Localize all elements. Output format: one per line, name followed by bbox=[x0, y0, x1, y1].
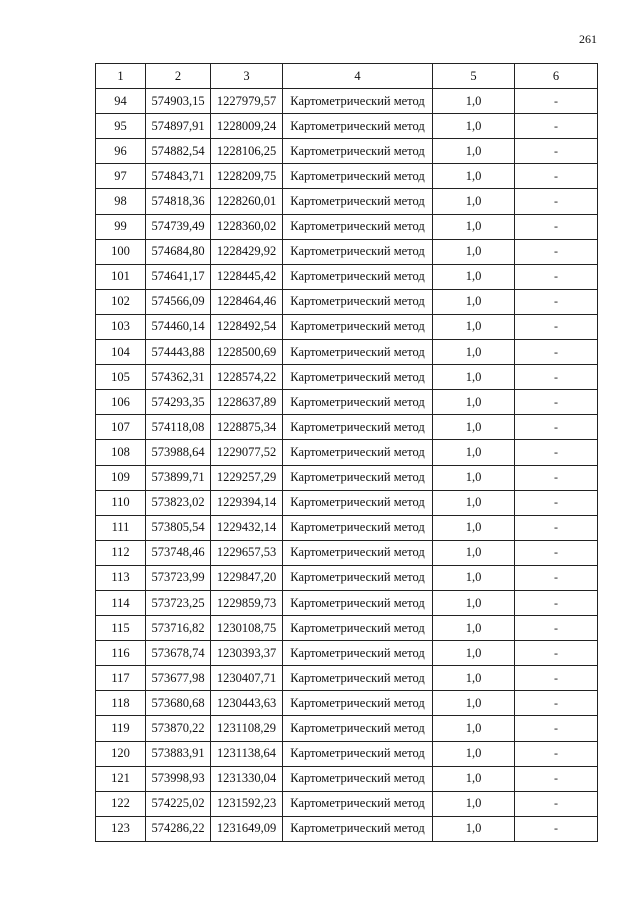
accuracy-cell: 1,0 bbox=[433, 239, 515, 264]
accuracy-cell: 1,0 bbox=[433, 565, 515, 590]
method-cell: Картометрический метод bbox=[283, 766, 433, 791]
table-row bbox=[96, 214, 598, 239]
x-coordinate-cell: 573988,64 bbox=[146, 440, 211, 465]
method-cell: Картометрический метод bbox=[283, 565, 433, 590]
accuracy-cell: 1,0 bbox=[433, 189, 515, 214]
table-row bbox=[96, 340, 598, 365]
point-number-cell: 121 bbox=[96, 766, 146, 791]
note-cell: - bbox=[515, 415, 598, 440]
method-cell: Картометрический метод bbox=[283, 440, 433, 465]
note-cell: - bbox=[515, 641, 598, 666]
point-number-cell: 97 bbox=[96, 164, 146, 189]
note-cell: - bbox=[515, 490, 598, 515]
accuracy-cell: 1,0 bbox=[433, 390, 515, 415]
point-number-cell: 122 bbox=[96, 791, 146, 816]
point-number-cell: 104 bbox=[96, 340, 146, 365]
y-coordinate-cell: 1229847,20 bbox=[211, 565, 283, 590]
column-header: 2 bbox=[146, 64, 211, 89]
x-coordinate-cell: 573823,02 bbox=[146, 490, 211, 515]
method-cell: Картометрический метод bbox=[283, 289, 433, 314]
method-cell: Картометрический метод bbox=[283, 716, 433, 741]
note-cell: - bbox=[515, 289, 598, 314]
point-number-cell: 110 bbox=[96, 490, 146, 515]
x-coordinate-cell: 574443,88 bbox=[146, 340, 211, 365]
method-cell: Картометрический метод bbox=[283, 214, 433, 239]
accuracy-cell: 1,0 bbox=[433, 340, 515, 365]
accuracy-cell: 1,0 bbox=[433, 616, 515, 641]
y-coordinate-cell: 1228500,69 bbox=[211, 340, 283, 365]
method-cell: Картометрический метод bbox=[283, 365, 433, 390]
point-number-cell: 115 bbox=[96, 616, 146, 641]
accuracy-cell: 1,0 bbox=[433, 590, 515, 615]
y-coordinate-cell: 1228209,75 bbox=[211, 164, 283, 189]
method-cell: Картометрический метод bbox=[283, 390, 433, 415]
table-row bbox=[96, 716, 598, 741]
x-coordinate-cell: 573870,22 bbox=[146, 716, 211, 741]
table-row bbox=[96, 440, 598, 465]
x-coordinate-cell: 574362,31 bbox=[146, 365, 211, 390]
table-row bbox=[96, 390, 598, 415]
x-coordinate-cell: 573998,93 bbox=[146, 766, 211, 791]
x-coordinate-cell: 574286,22 bbox=[146, 816, 211, 841]
note-cell: - bbox=[515, 89, 598, 114]
accuracy-cell: 1,0 bbox=[433, 365, 515, 390]
table-row bbox=[96, 666, 598, 691]
x-coordinate-cell: 574843,71 bbox=[146, 164, 211, 189]
point-number-cell: 106 bbox=[96, 390, 146, 415]
accuracy-cell: 1,0 bbox=[433, 114, 515, 139]
column-header: 6 bbox=[515, 64, 598, 89]
accuracy-cell: 1,0 bbox=[433, 816, 515, 841]
accuracy-cell: 1,0 bbox=[433, 139, 515, 164]
accuracy-cell: 1,0 bbox=[433, 89, 515, 114]
x-coordinate-cell: 574566,09 bbox=[146, 289, 211, 314]
point-number-cell: 113 bbox=[96, 565, 146, 590]
note-cell: - bbox=[515, 716, 598, 741]
method-cell: Картометрический метод bbox=[283, 666, 433, 691]
y-coordinate-cell: 1228637,89 bbox=[211, 390, 283, 415]
x-coordinate-cell: 573723,99 bbox=[146, 565, 211, 590]
y-coordinate-cell: 1230407,71 bbox=[211, 666, 283, 691]
method-cell: Картометрический метод bbox=[283, 641, 433, 666]
note-cell: - bbox=[515, 365, 598, 390]
accuracy-cell: 1,0 bbox=[433, 515, 515, 540]
y-coordinate-cell: 1227979,57 bbox=[211, 89, 283, 114]
table-header-row bbox=[96, 64, 598, 89]
note-cell: - bbox=[515, 189, 598, 214]
y-coordinate-cell: 1228464,46 bbox=[211, 289, 283, 314]
method-cell: Картометрический метод bbox=[283, 164, 433, 189]
point-number-cell: 112 bbox=[96, 540, 146, 565]
x-coordinate-cell: 574897,91 bbox=[146, 114, 211, 139]
method-cell: Картометрический метод bbox=[283, 791, 433, 816]
accuracy-cell: 1,0 bbox=[433, 666, 515, 691]
accuracy-cell: 1,0 bbox=[433, 540, 515, 565]
point-number-cell: 123 bbox=[96, 816, 146, 841]
point-number-cell: 108 bbox=[96, 440, 146, 465]
note-cell: - bbox=[515, 164, 598, 189]
y-coordinate-cell: 1228492,54 bbox=[211, 314, 283, 339]
y-coordinate-cell: 1229859,73 bbox=[211, 590, 283, 615]
accuracy-cell: 1,0 bbox=[433, 691, 515, 716]
point-number-cell: 119 bbox=[96, 716, 146, 741]
table-row bbox=[96, 515, 598, 540]
point-number-cell: 94 bbox=[96, 89, 146, 114]
note-cell: - bbox=[515, 465, 598, 490]
x-coordinate-cell: 574684,80 bbox=[146, 239, 211, 264]
x-coordinate-cell: 573883,91 bbox=[146, 741, 211, 766]
table-row bbox=[96, 415, 598, 440]
y-coordinate-cell: 1230108,75 bbox=[211, 616, 283, 641]
x-coordinate-cell: 574225,02 bbox=[146, 791, 211, 816]
method-cell: Картометрический метод bbox=[283, 590, 433, 615]
accuracy-cell: 1,0 bbox=[433, 716, 515, 741]
point-number-cell: 109 bbox=[96, 465, 146, 490]
y-coordinate-cell: 1228260,01 bbox=[211, 189, 283, 214]
note-cell: - bbox=[515, 590, 598, 615]
method-cell: Картометрический метод bbox=[283, 465, 433, 490]
note-cell: - bbox=[515, 565, 598, 590]
note-cell: - bbox=[515, 666, 598, 691]
accuracy-cell: 1,0 bbox=[433, 214, 515, 239]
point-number-cell: 111 bbox=[96, 515, 146, 540]
y-coordinate-cell: 1229394,14 bbox=[211, 490, 283, 515]
y-coordinate-cell: 1228429,92 bbox=[211, 239, 283, 264]
point-number-cell: 100 bbox=[96, 239, 146, 264]
x-coordinate-cell: 573716,82 bbox=[146, 616, 211, 641]
note-cell: - bbox=[515, 540, 598, 565]
method-cell: Картометрический метод bbox=[283, 515, 433, 540]
accuracy-cell: 1,0 bbox=[433, 766, 515, 791]
table-row bbox=[96, 114, 598, 139]
y-coordinate-cell: 1228360,02 bbox=[211, 214, 283, 239]
column-header: 4 bbox=[283, 64, 433, 89]
table-row bbox=[96, 465, 598, 490]
note-cell: - bbox=[515, 515, 598, 540]
accuracy-cell: 1,0 bbox=[433, 314, 515, 339]
y-coordinate-cell: 1228445,42 bbox=[211, 264, 283, 289]
y-coordinate-cell: 1228875,34 bbox=[211, 415, 283, 440]
x-coordinate-cell: 573680,68 bbox=[146, 691, 211, 716]
point-number-cell: 96 bbox=[96, 139, 146, 164]
x-coordinate-cell: 573805,54 bbox=[146, 515, 211, 540]
table-row bbox=[96, 766, 598, 791]
page-number: 261 bbox=[579, 32, 597, 46]
method-cell: Картометрический метод bbox=[283, 741, 433, 766]
note-cell: - bbox=[515, 340, 598, 365]
method-cell: Картометрический метод bbox=[283, 415, 433, 440]
method-cell: Картометрический метод bbox=[283, 264, 433, 289]
y-coordinate-cell: 1231649,09 bbox=[211, 816, 283, 841]
table-row bbox=[96, 239, 598, 264]
method-cell: Картометрический метод bbox=[283, 239, 433, 264]
x-coordinate-cell: 574882,54 bbox=[146, 139, 211, 164]
table-row bbox=[96, 164, 598, 189]
point-number-cell: 95 bbox=[96, 114, 146, 139]
y-coordinate-cell: 1229432,14 bbox=[211, 515, 283, 540]
x-coordinate-cell: 573723,25 bbox=[146, 590, 211, 615]
note-cell: - bbox=[515, 214, 598, 239]
point-number-cell: 117 bbox=[96, 666, 146, 691]
y-coordinate-cell: 1231138,64 bbox=[211, 741, 283, 766]
y-coordinate-cell: 1229257,29 bbox=[211, 465, 283, 490]
y-coordinate-cell: 1230443,63 bbox=[211, 691, 283, 716]
table-row bbox=[96, 816, 598, 841]
table-row bbox=[96, 590, 598, 615]
table-row bbox=[96, 641, 598, 666]
y-coordinate-cell: 1229077,52 bbox=[211, 440, 283, 465]
note-cell: - bbox=[515, 816, 598, 841]
x-coordinate-cell: 574641,17 bbox=[146, 264, 211, 289]
column-header: 3 bbox=[211, 64, 283, 89]
note-cell: - bbox=[515, 691, 598, 716]
y-coordinate-cell: 1228106,25 bbox=[211, 139, 283, 164]
table-row bbox=[96, 791, 598, 816]
point-number-cell: 102 bbox=[96, 289, 146, 314]
table-row bbox=[96, 139, 598, 164]
accuracy-cell: 1,0 bbox=[433, 641, 515, 666]
note-cell: - bbox=[515, 440, 598, 465]
table-row bbox=[96, 616, 598, 641]
table-row bbox=[96, 691, 598, 716]
table-row bbox=[96, 189, 598, 214]
y-coordinate-cell: 1231592,23 bbox=[211, 791, 283, 816]
table-row bbox=[96, 314, 598, 339]
note-cell: - bbox=[515, 791, 598, 816]
x-coordinate-cell: 574118,08 bbox=[146, 415, 211, 440]
method-cell: Картометрический метод bbox=[283, 816, 433, 841]
note-cell: - bbox=[515, 314, 598, 339]
note-cell: - bbox=[515, 766, 598, 791]
point-number-cell: 107 bbox=[96, 415, 146, 440]
y-coordinate-cell: 1228009,24 bbox=[211, 114, 283, 139]
column-header: 1 bbox=[96, 64, 146, 89]
method-cell: Картометрический метод bbox=[283, 89, 433, 114]
method-cell: Картометрический метод bbox=[283, 490, 433, 515]
table-row bbox=[96, 741, 598, 766]
y-coordinate-cell: 1230393,37 bbox=[211, 641, 283, 666]
method-cell: Картометрический метод bbox=[283, 340, 433, 365]
point-number-cell: 114 bbox=[96, 590, 146, 615]
table-row bbox=[96, 289, 598, 314]
x-coordinate-cell: 574903,15 bbox=[146, 89, 211, 114]
note-cell: - bbox=[515, 114, 598, 139]
y-coordinate-cell: 1228574,22 bbox=[211, 365, 283, 390]
x-coordinate-cell: 573678,74 bbox=[146, 641, 211, 666]
method-cell: Картометрический метод bbox=[283, 139, 433, 164]
point-number-cell: 99 bbox=[96, 214, 146, 239]
point-number-cell: 118 bbox=[96, 691, 146, 716]
column-header: 5 bbox=[433, 64, 515, 89]
note-cell: - bbox=[515, 239, 598, 264]
accuracy-cell: 1,0 bbox=[433, 289, 515, 314]
note-cell: - bbox=[515, 264, 598, 289]
method-cell: Картометрический метод bbox=[283, 314, 433, 339]
note-cell: - bbox=[515, 616, 598, 641]
point-number-cell: 116 bbox=[96, 641, 146, 666]
accuracy-cell: 1,0 bbox=[433, 440, 515, 465]
accuracy-cell: 1,0 bbox=[433, 264, 515, 289]
note-cell: - bbox=[515, 139, 598, 164]
table-body bbox=[96, 89, 598, 842]
point-number-cell: 120 bbox=[96, 741, 146, 766]
accuracy-cell: 1,0 bbox=[433, 741, 515, 766]
table-row bbox=[96, 89, 598, 114]
table-row bbox=[96, 565, 598, 590]
method-cell: Картометрический метод bbox=[283, 189, 433, 214]
y-coordinate-cell: 1231330,04 bbox=[211, 766, 283, 791]
point-number-cell: 103 bbox=[96, 314, 146, 339]
method-cell: Картометрический метод bbox=[283, 616, 433, 641]
point-number-cell: 101 bbox=[96, 264, 146, 289]
x-coordinate-cell: 573748,46 bbox=[146, 540, 211, 565]
accuracy-cell: 1,0 bbox=[433, 791, 515, 816]
x-coordinate-cell: 573677,98 bbox=[146, 666, 211, 691]
table-row bbox=[96, 264, 598, 289]
table-row bbox=[96, 490, 598, 515]
coordinates-table bbox=[95, 63, 598, 842]
y-coordinate-cell: 1229657,53 bbox=[211, 540, 283, 565]
accuracy-cell: 1,0 bbox=[433, 164, 515, 189]
x-coordinate-cell: 574739,49 bbox=[146, 214, 211, 239]
x-coordinate-cell: 573899,71 bbox=[146, 465, 211, 490]
method-cell: Картометрический метод bbox=[283, 540, 433, 565]
accuracy-cell: 1,0 bbox=[433, 415, 515, 440]
accuracy-cell: 1,0 bbox=[433, 465, 515, 490]
point-number-cell: 105 bbox=[96, 365, 146, 390]
accuracy-cell: 1,0 bbox=[433, 490, 515, 515]
point-number-cell: 98 bbox=[96, 189, 146, 214]
method-cell: Картометрический метод bbox=[283, 114, 433, 139]
table-row bbox=[96, 540, 598, 565]
note-cell: - bbox=[515, 390, 598, 415]
x-coordinate-cell: 574460,14 bbox=[146, 314, 211, 339]
method-cell: Картометрический метод bbox=[283, 691, 433, 716]
note-cell: - bbox=[515, 741, 598, 766]
x-coordinate-cell: 574818,36 bbox=[146, 189, 211, 214]
table-row bbox=[96, 365, 598, 390]
y-coordinate-cell: 1231108,29 bbox=[211, 716, 283, 741]
x-coordinate-cell: 574293,35 bbox=[146, 390, 211, 415]
